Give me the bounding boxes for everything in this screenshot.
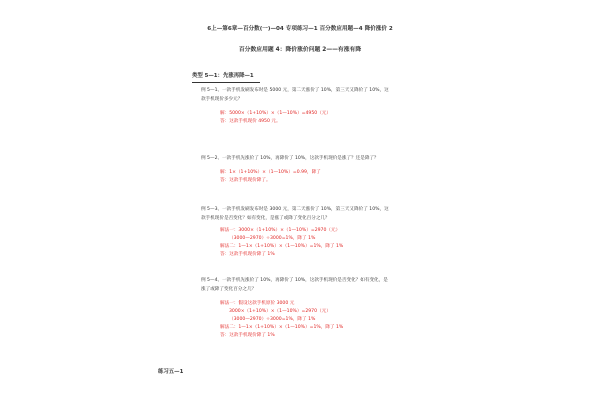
example-1-answer-line-1: 解：5000×（1+10%）×（1—10%）=4950（元） xyxy=(220,111,331,116)
example-4-question-line-2: 涨了或降了变化百分之几？ xyxy=(201,287,257,292)
example-3-answer-line-4: 答：这款手机现价降了 1% xyxy=(220,252,275,257)
example-3-question-line-2: 款手机现价是否变化？如有变化，是涨了或降了变化百分之几？ xyxy=(201,216,330,221)
example-4-answer-line-3: （3000—2970）÷3000=1%，降了 1% xyxy=(229,317,316,322)
document-subtitle: 百分数应用题 4：降价涨价问题 2——有涨有降 xyxy=(238,47,362,53)
section-title: 类型 5—1：先涨再降—1 xyxy=(192,73,254,79)
document-header: 6上—第6章—百分数(一)—04 专项练习—1 百分数应用题—4 降价涨价 2 xyxy=(207,26,393,32)
example-4-answer-line-5: 答：这款手机现价降了 1% xyxy=(220,333,275,338)
example-3-question-line-1: 例 5—3、一款手机发刷发布时是 3000 元，第二天涨价了 10%，第三天又降价了 10%，这 xyxy=(201,207,389,212)
example-1-question-line-2: 款手机现价多少元？ xyxy=(201,97,243,102)
example-4-answer-line-1: 解法一：假设这款手机原价 3000 元 xyxy=(220,301,295,306)
example-4-answer-line-4: 解法二：1—1×（1+10%）×（1—10%）=1%，降了 1% xyxy=(220,325,344,330)
example-1-answer-line-2: 答：这款手机现价 4950 元。 xyxy=(220,119,281,124)
example-2-answer-line-2: 答：这款手机现价降了。 xyxy=(220,178,271,183)
exercise-heading: 练习五—1 xyxy=(158,369,184,375)
example-3-answer-line-3: 解法二：1—1×（1+10%）×（1—10%）=1%，降了 1% xyxy=(220,244,344,249)
example-3-answer-line-1: 解法一：3000×（1+10%）×（1—10%）=2970（元） xyxy=(220,228,341,233)
example-4-question-line-1: 例 5—4、一款手机先涨价了 10%，再降价了 10%，这款手机现价是否变化？如有变化，是 xyxy=(201,278,388,283)
example-1-question-line-1: 例 5—1、一款手机发刷发布时是 5000 元，第二天涨价了 10%，第三天又降价了 10%，这 xyxy=(201,88,389,93)
section-title-underline xyxy=(192,82,260,83)
example-3-answer-line-2: （3000—2970）÷3000=1%，降了 1% xyxy=(229,236,316,241)
example-4-answer-line-2: 3000×（1+10%）×（1—10%）=2970（元） xyxy=(229,309,331,314)
example-2-answer-line-1: 解：1×（1+10%）×（1—10%）=0.99，降了 xyxy=(220,170,321,175)
example-2-question-line-1: 例 5—2、一款手机先涨价了 10%，再降价了 10%，这款手机现价是涨了？还是降了？ xyxy=(201,156,379,161)
